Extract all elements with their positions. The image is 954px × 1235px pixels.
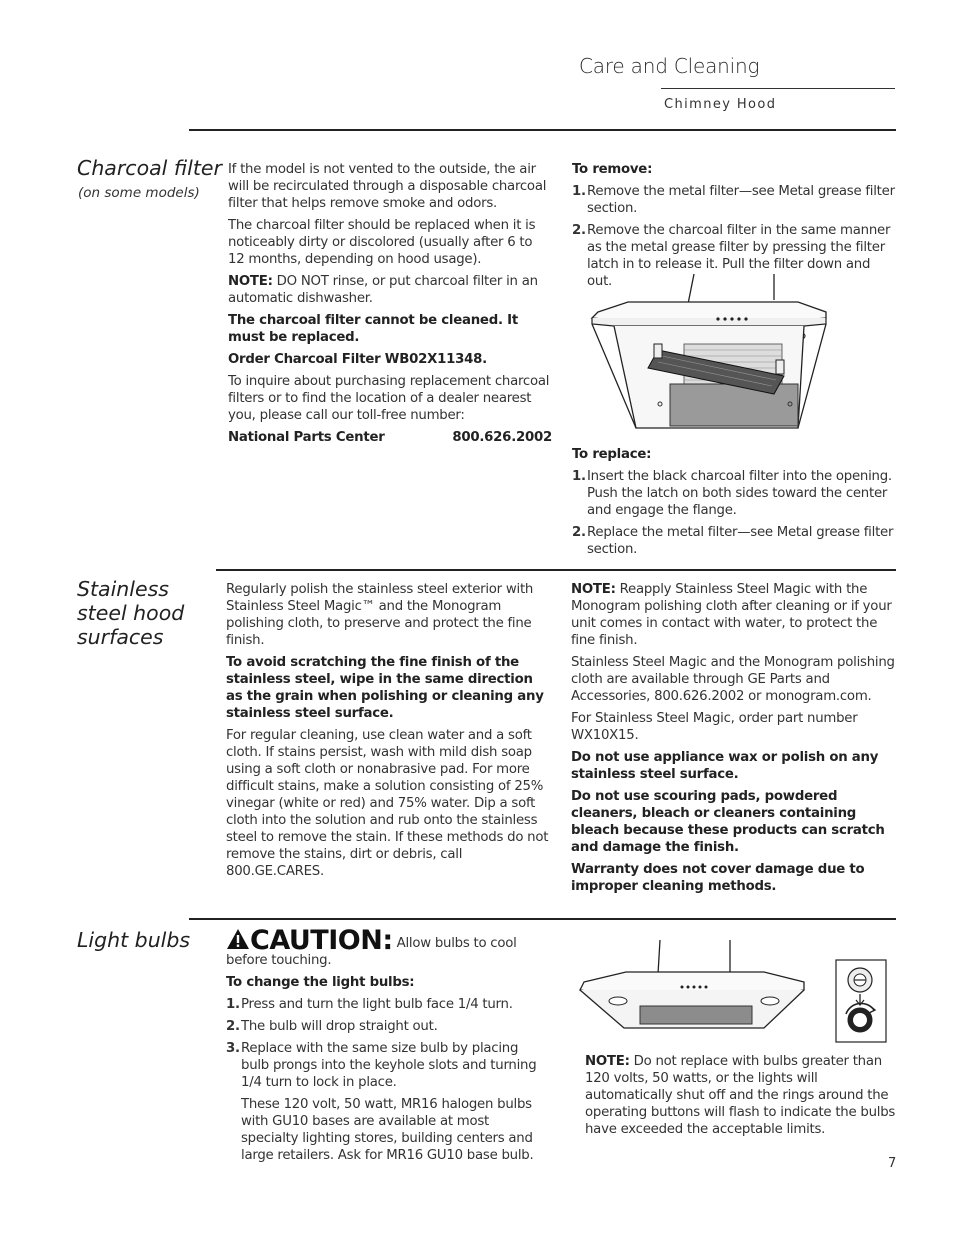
stainless-right-column [571, 581, 896, 900]
stainless-no-wax: Do not use appliance wax or polish on any stainless steel surface. [571, 750, 879, 782]
charcoal-inquire: To inquire about purchasing replacement charcoal filters or to find the location of a dealer nearest you, please call our toll-free number: [228, 374, 550, 423]
stainless-scratch-warning: To avoid scratching the fine finish of the stainless steel, wipe in the same direction as the grain when polishing or cleaning any stainless steel surface. [226, 655, 544, 721]
light-bulb-hood-illustration [578, 938, 890, 1044]
caution-label: CAUTION: [250, 925, 393, 956]
charcoal-replace-when: The charcoal filter should be replaced when it is noticeably dirty or discolored (usually after 6 to 12 months, depending on hood usage). [228, 218, 536, 267]
charcoal-order: Order Charcoal Filter WB02X11348. [228, 352, 487, 367]
change-bulbs-heading: To change the light bulbs: [226, 975, 415, 990]
bulb-step: 1. Press and turn the light bulb face 1/4 turn. [226, 997, 513, 1012]
bulb-spec: These 120 volt, 50 watt, MR16 halogen bulbs with GU10 bases are available at most specialty lighting stores, building centers and large retailers. Ask for MR16 GU10 base bulb. [241, 1097, 534, 1163]
stainless-availability: Stainless Steel Magic and the Monogram polishing cloth are available through GE Parts and Accessories, 800.626.2002 or monogram.com. [571, 655, 895, 704]
top-rule [189, 129, 896, 131]
stainless-section-title: Stainless steel hood surfaces [77, 577, 185, 649]
header-title: Care and Cleaning [579, 54, 760, 78]
section-divider-stainless [216, 569, 896, 571]
npc-label: National Parts Center [228, 430, 385, 445]
bulb-step: 3. Replace with the same size bulb by placing bulb prongs into the keyhole slots and turning 1/4 turn to lock in place. [226, 1041, 537, 1090]
stainless-warranty: Warranty does not cover damage due to improper cleaning methods. [571, 862, 865, 894]
bulb-step: 2. The bulb will drop straight out. [226, 1019, 438, 1034]
charcoal-filter-hood-illustration [588, 272, 830, 432]
stainless-cleaning-text: For regular cleaning, use clean water and a soft cloth. If stains persist, wash with mild dish soap using a soft cloth or nonabrasive pad. For more difficult stains, make a solution consisting of 25% vinegar (white or red) and 75% water. Dip a soft cloth into the solution and rub onto the stainless steel to remove the stain. If these methods do not remove the stains, dirt or debris, call 800.GE.CARES. [226, 728, 549, 879]
stainless-left-column [226, 581, 550, 885]
page-number: 7 [888, 1156, 897, 1171]
charcoal-section-subtitle: (on some models) [78, 185, 200, 201]
remove-heading: To remove: [572, 162, 653, 177]
header-subtitle: Chimney Hood [664, 97, 777, 112]
charcoal-section-title: Charcoal filter [77, 156, 222, 180]
replace-heading: To replace: [572, 447, 652, 462]
header-divider [661, 88, 895, 89]
bulbs-left-column [226, 925, 550, 1169]
bulbs-right-column [585, 1053, 896, 1143]
section-divider-bulbs [189, 918, 896, 920]
stainless-no-scouring: Do not use scouring pads, powdered cleaners, bleach or cleaners containing bleach because these products can scratch and damage the finish. [571, 789, 885, 855]
remove-step: 1. Remove the metal filter—see Metal grease filter section. [572, 184, 895, 216]
replace-step: 2. Replace the metal filter—see Metal grease filter section. [572, 525, 894, 557]
remove-step: 2. Remove the charcoal filter in the same manner as the metal grease filter by pressing the filter latch in to release it. Pull the filter down and out. [572, 223, 891, 289]
replace-step: 1. Insert the black charcoal filter into the opening. Push the latch on both sides toward the center and engage the flange. [572, 469, 892, 518]
npc-phone: 800.626.2002 [452, 430, 552, 445]
warning-triangle-icon [226, 928, 250, 950]
stainless-polish-text: Regularly polish the stainless steel exterior with Stainless Steel Magic™ and the Monogram polishing cloth, to preserve and protect the fine finish. [226, 582, 534, 648]
stainless-note: NOTE: Reapply Stainless Steel Magic with the Monogram polishing cloth after cleaning or if your unit comes in contact with water, to protect the fine finish. [571, 582, 892, 648]
charcoal-intro: If the model is not vented to the outside, the air will be recirculated through a disposable charcoal filter that helps remove smoke and odors. [228, 162, 547, 211]
charcoal-cannot-clean: The charcoal filter cannot be cleaned. It must be replaced. [228, 313, 518, 345]
caution-message: CAUTION: Allow bulbs to cool before touching. [226, 925, 517, 968]
charcoal-note: NOTE: DO NOT rinse, or put charcoal filter in an automatic dishwasher. [228, 274, 538, 306]
bulbs-note: NOTE: Do not replace with bulbs greater than 120 volts, 50 watts, or the lights will automatically shut off and the rings around the operating buttons will flash to indicate the bulbs have exceeded the acceptable limits. [585, 1054, 896, 1137]
bulbs-section-title: Light bulbs [77, 928, 191, 952]
stainless-order: For Stainless Steel Magic, order part number WX10X15. [571, 711, 858, 743]
national-parts-center-row [228, 429, 552, 446]
charcoal-left-column [228, 161, 552, 446]
charcoal-replace-column [572, 446, 896, 563]
